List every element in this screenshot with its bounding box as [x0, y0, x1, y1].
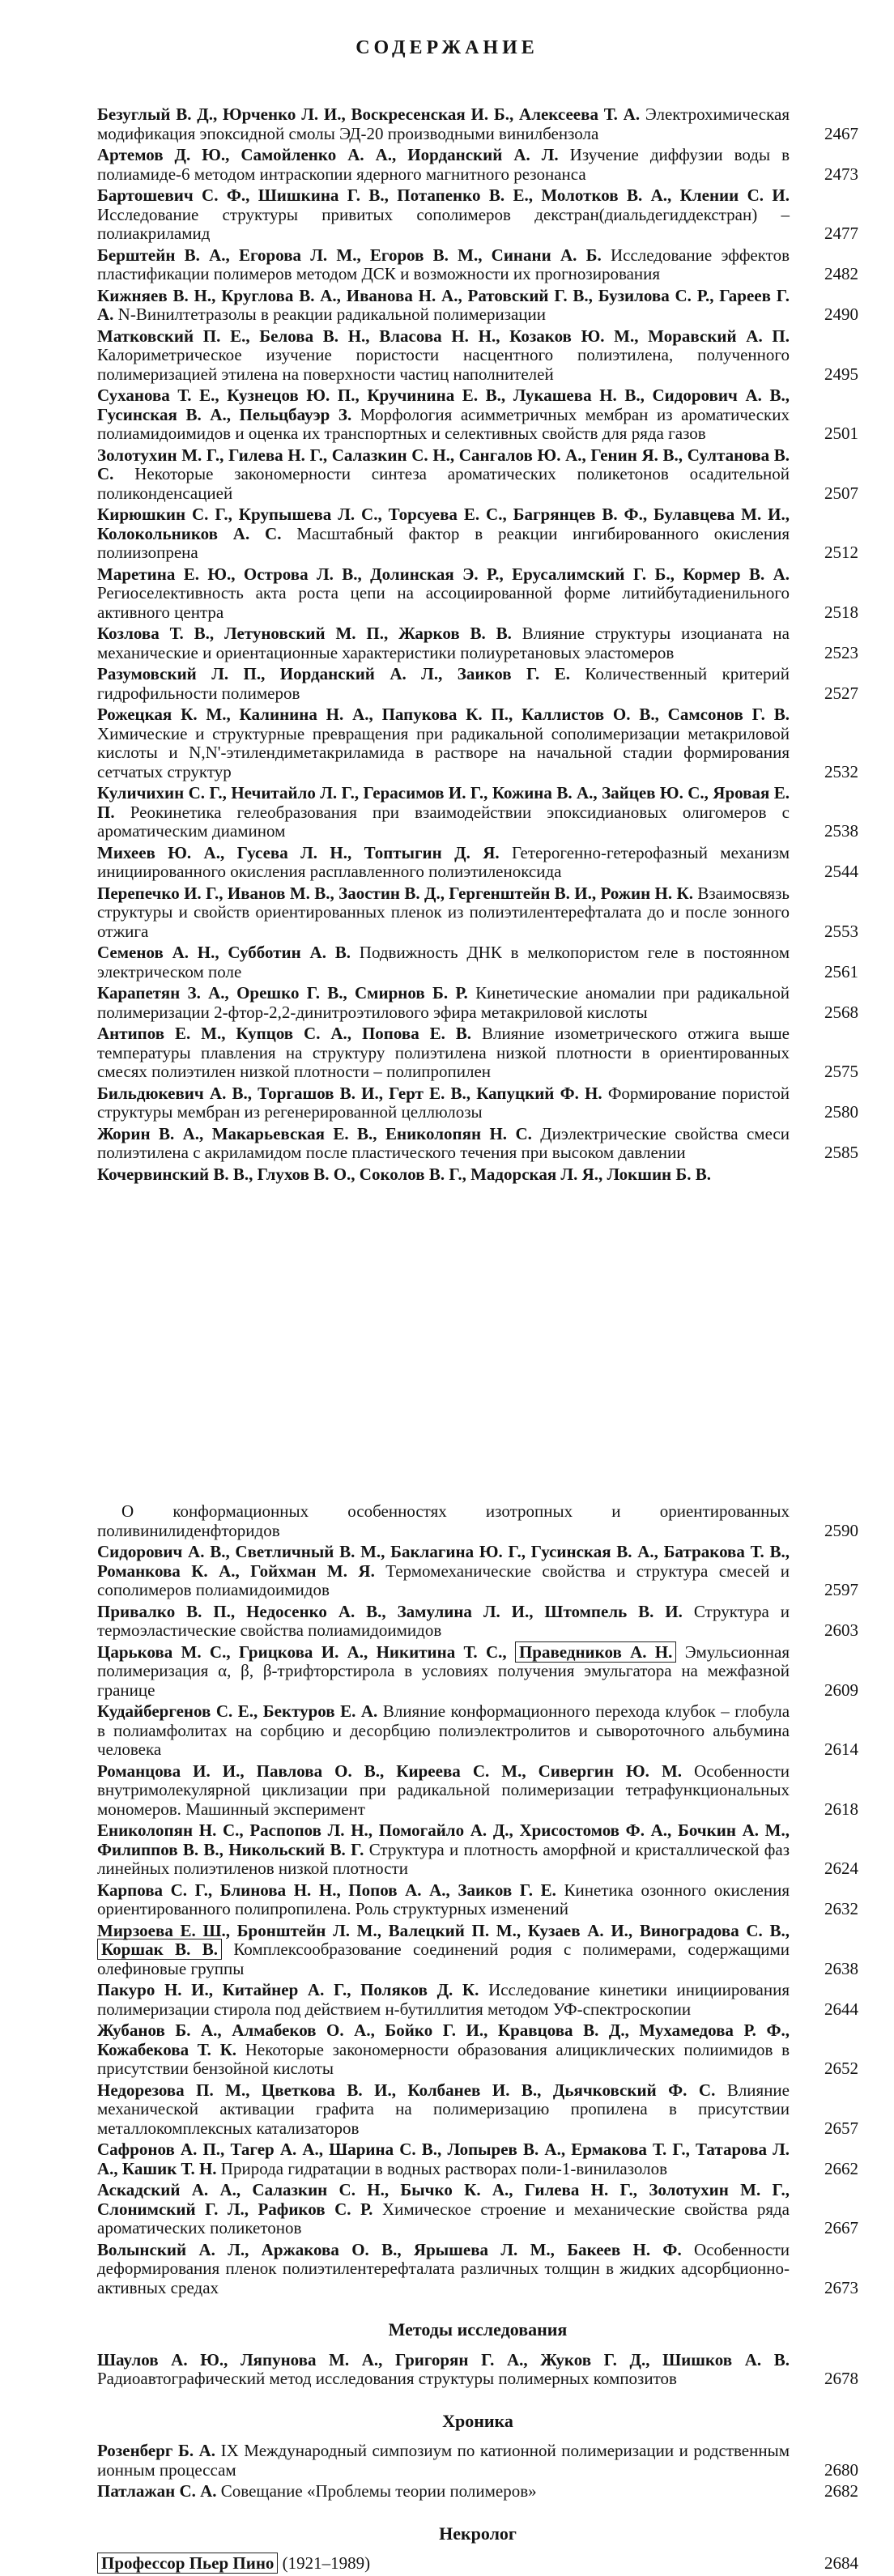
page-number: 2632 [824, 1899, 858, 1918]
entry-authors: Кочервинский В. В., Глухов В. О., Соколов В. Г., Мадорская Л. Я., Локшин Б. В. [97, 1164, 712, 1184]
page-number: 2597 [824, 1580, 858, 1599]
methods-list [97, 2351, 858, 2389]
toc-entry [97, 186, 858, 244]
toc-entry [97, 2181, 858, 2238]
entry-authors: Кижняев В. Н., Круглова В. А., Иванова Н. А., Ратовский Г. В., Бузилова С. Р., Гареев Г. А. [97, 285, 790, 324]
page-number: 2507 [824, 483, 858, 503]
toc-entry [97, 2021, 858, 2079]
page-number: 2590 [824, 1520, 858, 1540]
entry-title: Подвижность ДНК в мелкопористом геле в постоянном электрическом поле [97, 943, 790, 981]
entry-authors: Розенберг Б. А. [97, 2441, 216, 2460]
entry-title: Химические и структурные превращения при радикальной сополимеризации метакриловой кислоты и N,N'-этилендиметакриламида в растворе на начальной стадии формирования сетчатых структур [97, 723, 790, 781]
page-number: 2585 [824, 1143, 858, 1162]
entry-title: Электрохимическая модификация эпоксидной смолы ЭД-20 производными винилбензола [97, 104, 790, 143]
entry-title: Изучение диффузии воды в полиамиде-6 методом интраскопии ядерного магнитного резонанса [97, 145, 790, 184]
entry-title: Совещание «Проблемы теории полимеров» [220, 2481, 537, 2501]
toc-entry [97, 565, 858, 623]
page-number: 2561 [824, 961, 858, 981]
entry-authors: Бильдюкевич А. В., Торгашов В. И., Герт Е. В., Капуцкий Ф. Н. [97, 1083, 602, 1103]
page-number: 2684 [824, 2553, 858, 2573]
page-number: 2532 [824, 761, 858, 781]
page-number: 2667 [824, 2218, 858, 2238]
toc-entry [97, 943, 858, 981]
page-number: 2568 [824, 1002, 858, 1022]
entry-deceased-author: Праведников А. Н. [515, 1641, 676, 1663]
entry-authors: Царькова М. С., Грицкова И. А., Никитина Т. С., [97, 1641, 507, 1662]
entry-authors: Берштейн В. А., Егорова Л. М., Егоров В. М., Синани А. Б. [97, 245, 602, 265]
chronicle-list [97, 2442, 858, 2501]
entry-authors: Недорезова П. М., Цветкова В. И., Колбанев И. В., Дьячковский Ф. С. [97, 2080, 716, 2100]
entry-title: Комплексообразование соединений родия с полимерами, содержащими олефиновые группы [97, 1939, 790, 1978]
entry-title: IX Международный симпозиум по катионной полимеризации и родственным ионным процессам [97, 2441, 790, 2480]
toc-entry [97, 1643, 858, 1701]
page-number: 2652 [824, 2059, 858, 2078]
entry-title: Влияние механической активации графита на полимеризацию пропилена в присутствии металлокомплексных катализаторов [97, 2080, 790, 2138]
entry-title: Региоселективность акта роста цепи на ассоциированной форме литийбутадиенильного активного центра [97, 583, 790, 622]
methods-heading: Методы исследования [388, 2319, 568, 2340]
entry-title: Эмульсионная полимеризация α, β, β-трифторстирола в условиях получения эмульгатора на межфазной границе [97, 1641, 790, 1700]
toc-entry [97, 1702, 858, 1760]
obituary-heading: Некролог [439, 2523, 517, 2544]
entry-authors: Привалко В. П., Недосенко А. В., Замулина Л. И., Штомпель В. И. [97, 1601, 683, 1621]
entry-authors: Жубанов Б. А., Алмабеков О. А., Бойко Г. И., Кравцова В. Д., Мухамедова Р. Ф., Кожабекова Т. К. [97, 2020, 790, 2059]
entry-authors: Суханова Т. Е., Кузнецов Ю. П., Кручинина Е. В., Лукашева Н. В., Сидорович А. В., Гусинская В. А., Пельцбауэр З. [97, 385, 790, 424]
entry-title: О конформационных особенностях изотропных и ориентированных поливинилиденфторидов [97, 1501, 790, 1540]
entry-authors: Золотухин М. Г., Гилева Н. Г., Салазкин С. Н., Сангалов Ю. А., Генин Я. В., Султанова В. С. [97, 445, 790, 483]
page-number: 2512 [824, 543, 858, 562]
entry-authors: Рожецкая К. М., Калинина Н. А., Папукова К. П., Каллистов О. В., Самсонов Г. В. [97, 705, 790, 724]
toc-entry [97, 2442, 858, 2480]
entry-title: Кинетические аномалии при радикальной полимеризации 2-фтор-2,2-динитроэтилового эфира метакриловой кислоты [97, 983, 790, 1022]
toc-block-1 [97, 105, 858, 1186]
page-number: 2678 [824, 2369, 858, 2388]
entry-authors: Шаулов А. Ю., Ляпунова М. А., Григорян Г. А., Жуков Г. Д., Шишков А. В. [97, 2349, 790, 2369]
toc-entry [97, 2241, 858, 2298]
entry-title: Химическое строение и механические свойства ряда ароматических поликетонов [97, 2199, 790, 2238]
entry-title: Морфология асимметричных мембран из ароматических полиамидоимидов и оценка их транспортных и селективных свойств для ряда газов [97, 404, 790, 443]
toc-entry [97, 665, 858, 703]
toc-entry [97, 1981, 858, 2019]
page-number: 2618 [824, 1799, 858, 1819]
toc-entry [97, 105, 858, 143]
chronicle-heading: Хроника [442, 2410, 513, 2431]
toc-entry [97, 1881, 858, 1919]
entry-title: Гетерогенно-гетерофазный механизм инициированного окисления расплавленного полиэтиленоксида [97, 842, 790, 881]
entry-title: Кинетика озонного окисления ориентированного полипропилена. Роль структурных изменений [97, 1880, 790, 1918]
page-number: 2544 [824, 862, 858, 881]
obituary-entry [97, 2554, 858, 2574]
toc-entry [97, 884, 858, 942]
page-number: 2609 [824, 1680, 858, 1700]
entry-authors: Карапетян З. А., Орешко Г. В., Смирнов Б. Р. [97, 983, 468, 1003]
page-number: 2638 [824, 1958, 858, 1978]
toc-entry [97, 1502, 858, 1540]
page-number: 2680 [824, 2459, 858, 2480]
page-number: 2490 [824, 304, 858, 324]
entry-authors: Кирюшкин С. Г., Крупышева Л. С., Торсуева Е. С., Багрянцев В. Ф., Булавцева М. И., Колокольников А. С. [97, 505, 790, 543]
entry-title: Особенности деформирования пленок полиэтилентерефталата различных толщин в жидких адсорбционно-активных средах [97, 2239, 790, 2297]
entry-title: Некоторые закономерности синтеза ароматических поликетонов осадительной поликонденсацией [97, 464, 790, 503]
entry-authors: Козлова Т. В., Летуновский М. П., Жарков В. В. [97, 624, 512, 643]
entry-title: Взаимосвязь структуры и свойств ориентированных пленок из полиэтилентерефталата до и после зонного отжига [97, 883, 790, 941]
toc-entry [97, 505, 858, 563]
toc-entry [97, 705, 858, 781]
entry-authors: Бартошевич С. Ф., Шишкина Г. В., Потапенко В. Е., Молотков В. А., Клении С. И. [97, 185, 790, 205]
toc-entry [97, 1922, 858, 1979]
toc-entry [97, 1603, 858, 1641]
entry-authors: Безуглый В. Д., Юрченко Л. И., Воскресенская И. Б., Алексеева Т. А. [97, 104, 641, 124]
entry-title: Некоторые закономерности образования алициклических полиимидов в присутствии бензойной кислоты [97, 2039, 790, 2078]
toc-entry [97, 984, 858, 1022]
page-number: 2624 [824, 1859, 858, 1878]
entry-title: Диэлектрические свойства смеси полиэтилена с акриламидом после пластического течения при высоком давлении [97, 1123, 790, 1162]
page-number: 2644 [824, 1999, 858, 2019]
entry-authors: Артемов Д. Ю., Самойленко А. А., Иорданский А. Л. [97, 145, 559, 164]
page-number: 2538 [824, 821, 858, 841]
entry-authors: Матковский П. Е., Белова В. Н., Власова Н. Н., Козаков Ю. М., Моравский А. П. [97, 326, 790, 346]
page-number: 2614 [824, 1739, 858, 1759]
page-number: 2657 [824, 2118, 858, 2138]
toc-entry [97, 1762, 858, 1820]
page-number: 2473 [824, 164, 858, 184]
entry-title: Влияние конформационного перехода клубок – глобула в полиамфолитах на сорбцию и десорбцию полиэлектролитов и сывороточного альбумина человека [97, 1701, 790, 1759]
entry-title: Количественный критерий гидрофильности полимеров [97, 664, 790, 703]
page-number: 2477 [824, 224, 858, 243]
entry-title: Влияние изометрического отжига выше температуры плавления на структуру полиэтилена низкой плотности в ориентированных смесях полиэтилен низкой плотности – полипропилен [97, 1024, 790, 1081]
entry-title: Масштабный фактор в реакции ингибированного окисления полиизопрена [97, 523, 790, 562]
toc-entry [97, 1125, 858, 1163]
page-number: 2467 [824, 123, 858, 143]
toc-entry [97, 287, 858, 325]
entry-authors: Разумовский Л. П., Иорданский А. Л., Заиков Г. Е. [97, 664, 570, 683]
entry-authors: Кудайбергенов С. Е., Бектуров Е. А. [97, 1701, 378, 1721]
entry-title: Структура и термоэластические свойства полиамидоимидов [97, 1601, 790, 1640]
page-number: 2482 [824, 264, 858, 283]
entry-authors: Сафронов А. П., Тагер А. А., Шарина С. В., Лопырев В. А., Ермакова Т. Г., Татарова Л. А., Кашик Т. Н. [97, 2140, 790, 2178]
entry-authors: Жорин В. А., Макарьевская Е. В., Ениколопян Н. С. [97, 1123, 532, 1143]
toc-entry [97, 327, 858, 385]
toc-list-2 [97, 1502, 858, 2297]
toc-entry [97, 2081, 858, 2139]
entry-authors: Пакуро Н. И., Китайнер А. Г., Поляков Д. К. [97, 1980, 479, 1999]
entry-authors: Михеев Ю. А., Гусева Л. Н., Топтыгин Д. Я. [97, 842, 500, 862]
toc-block-2 [97, 1502, 858, 2576]
entry-authors: Антипов Е. М., Купцов С. А., Попова Е. В. [97, 1024, 472, 1043]
entry-authors: Патлажан С. А. [97, 2481, 217, 2501]
page-number: 2673 [824, 2277, 858, 2297]
entry-title: Реокинетика гелеобразования при взаимодействии эпоксидиановых олигомеров с ароматическим диамином [97, 802, 790, 841]
toc-entry [97, 1543, 858, 1600]
page-number: 2682 [824, 2481, 858, 2501]
entry-authors: Семенов А. Н., Субботин А. В. [97, 943, 351, 962]
toc-entry [97, 1821, 858, 1879]
entry-authors: Сидорович А. В., Светличный В. М., Баклагина Ю. Г., Гусинская В. А., Батракова Т. В., Романкова К. А., Гойхман М. Я. [97, 1542, 790, 1581]
obituary-years: (1921–1989) [282, 2553, 371, 2573]
entry-authors: Мирзоева Е. Ш., Бронштейн Л. М., Валецкий П. М., Кузаев А. И., Виноградова С. В., [97, 1920, 790, 1940]
entry-title: Влияние структуры изоцианата на механические и ориентационные характеристики полиуретановых эластомеров [97, 624, 790, 662]
entry-title: Исследование кинетики инициирования полимеризации стирола под действием н-бутиллития методом УФ-спектроскопии [97, 1980, 790, 2019]
toc-entry [97, 386, 858, 444]
entry-title: Исследование структуры привитых сополимеров декстран(диальдегиддекстран) – полиакриламид [97, 204, 790, 243]
entry-authors: Куличихин С. Г., Нечитайло Л. Г., Герасимов И. Г., Кожина В. А., Зайцев Ю. С., Яровая Е. П. [97, 783, 790, 822]
toc-entry [97, 1024, 858, 1082]
page-number: 2501 [824, 424, 858, 443]
entry-title: Природа гидратации в водных растворах поли-1-винилазолов [220, 2158, 668, 2178]
toc-entry [97, 1084, 858, 1122]
entry-title: Термомеханические свойства и структура смесей и сополимеров полиамидоимидов [97, 1561, 790, 1599]
page-number: 2553 [824, 921, 858, 941]
page-number: 2518 [824, 602, 858, 622]
entry-authors: Маретина Е. Ю., Острова Л. В., Долинская Э. Р., Ерусалимский Г. Б., Кормер В. А. [97, 564, 790, 584]
toc-entry [97, 146, 858, 184]
entry-title: Калориметрическое изучение пористости насцентного полиэтилена, полученного полимеризацией этилена на поверхности частиц наполнителей [97, 345, 790, 384]
page-title: СОДЕРЖАНИЕ [355, 37, 539, 58]
obituary-name: Профессор Пьер Пино [97, 2553, 278, 2574]
toc-entry [97, 246, 858, 284]
entry-authors: Романцова И. И., Павлова О. В., Киреева С. М., Сивергин Ю. М. [97, 1761, 683, 1781]
page-number: 2495 [824, 364, 858, 384]
entry-deceased-author: Коршак В. В. [97, 1939, 222, 1960]
page-number: 2575 [824, 1062, 858, 1081]
toc-entry [97, 2351, 858, 2389]
entry-authors: Перепечко И. Г., Иванов М. В., Заостин В. Д., Гергенштейн В. И., Рожин Н. К. [97, 883, 693, 903]
page-number: 2580 [824, 1102, 858, 1122]
entry-title: Радиоавтографический метод исследования структуры полимерных композитов [97, 2369, 677, 2388]
toc-entry [97, 446, 858, 504]
entry-authors: Карпова С. Г., Блинова Н. Н., Попов А. А., Заиков Г. Е. [97, 1880, 556, 1900]
toc-entry [97, 1165, 858, 1185]
entry-title: Исследование эффектов пластификации полимеров методом ДСК и возможности их прогнозирования [97, 245, 790, 283]
page-number: 2527 [824, 683, 858, 703]
entry-authors: Ениколопян Н. С., Распопов Л. Н., Помогайло А. Д., Хрисостомов Ф. А., Бочкин А. М., Филиппов В. В., Никольский В. Г. [97, 1820, 790, 1859]
entry-title: N-Винилтетразолы в реакции радикальной полимеризации [117, 304, 547, 324]
entry-title: Особенности внутримолекулярной циклизации при радикальной полимеризации тетрафункциональных мономеров. Машинный эксперимент [97, 1761, 790, 1819]
page-number: 2523 [824, 642, 858, 662]
page-number: 2662 [824, 2158, 858, 2178]
toc-entry [97, 2482, 858, 2501]
entry-title: Структура и плотность аморфной и кристаллической фаз линейных полиэтиленов низкой плотности [97, 1839, 790, 1878]
entry-authors: Аскадский А. А., Салазкин С. Н., Бычко К. А., Гилева Н. Г., Золотухин М. Г., Слонимский Г. Л., Рафиков С. Р. [97, 2180, 790, 2219]
toc-entry [97, 624, 858, 662]
toc-entry [97, 784, 858, 841]
entry-authors: Волынский А. Л., Аржакова О. В., Ярышева Л. М., Бакеев Н. Ф. [97, 2239, 682, 2259]
page-number: 2603 [824, 1620, 858, 1640]
toc-entry [97, 844, 858, 882]
toc-entry [97, 2140, 858, 2178]
entry-title: Формирование пористой структуры мембран из регенерированной целлюлозы [97, 1083, 790, 1122]
